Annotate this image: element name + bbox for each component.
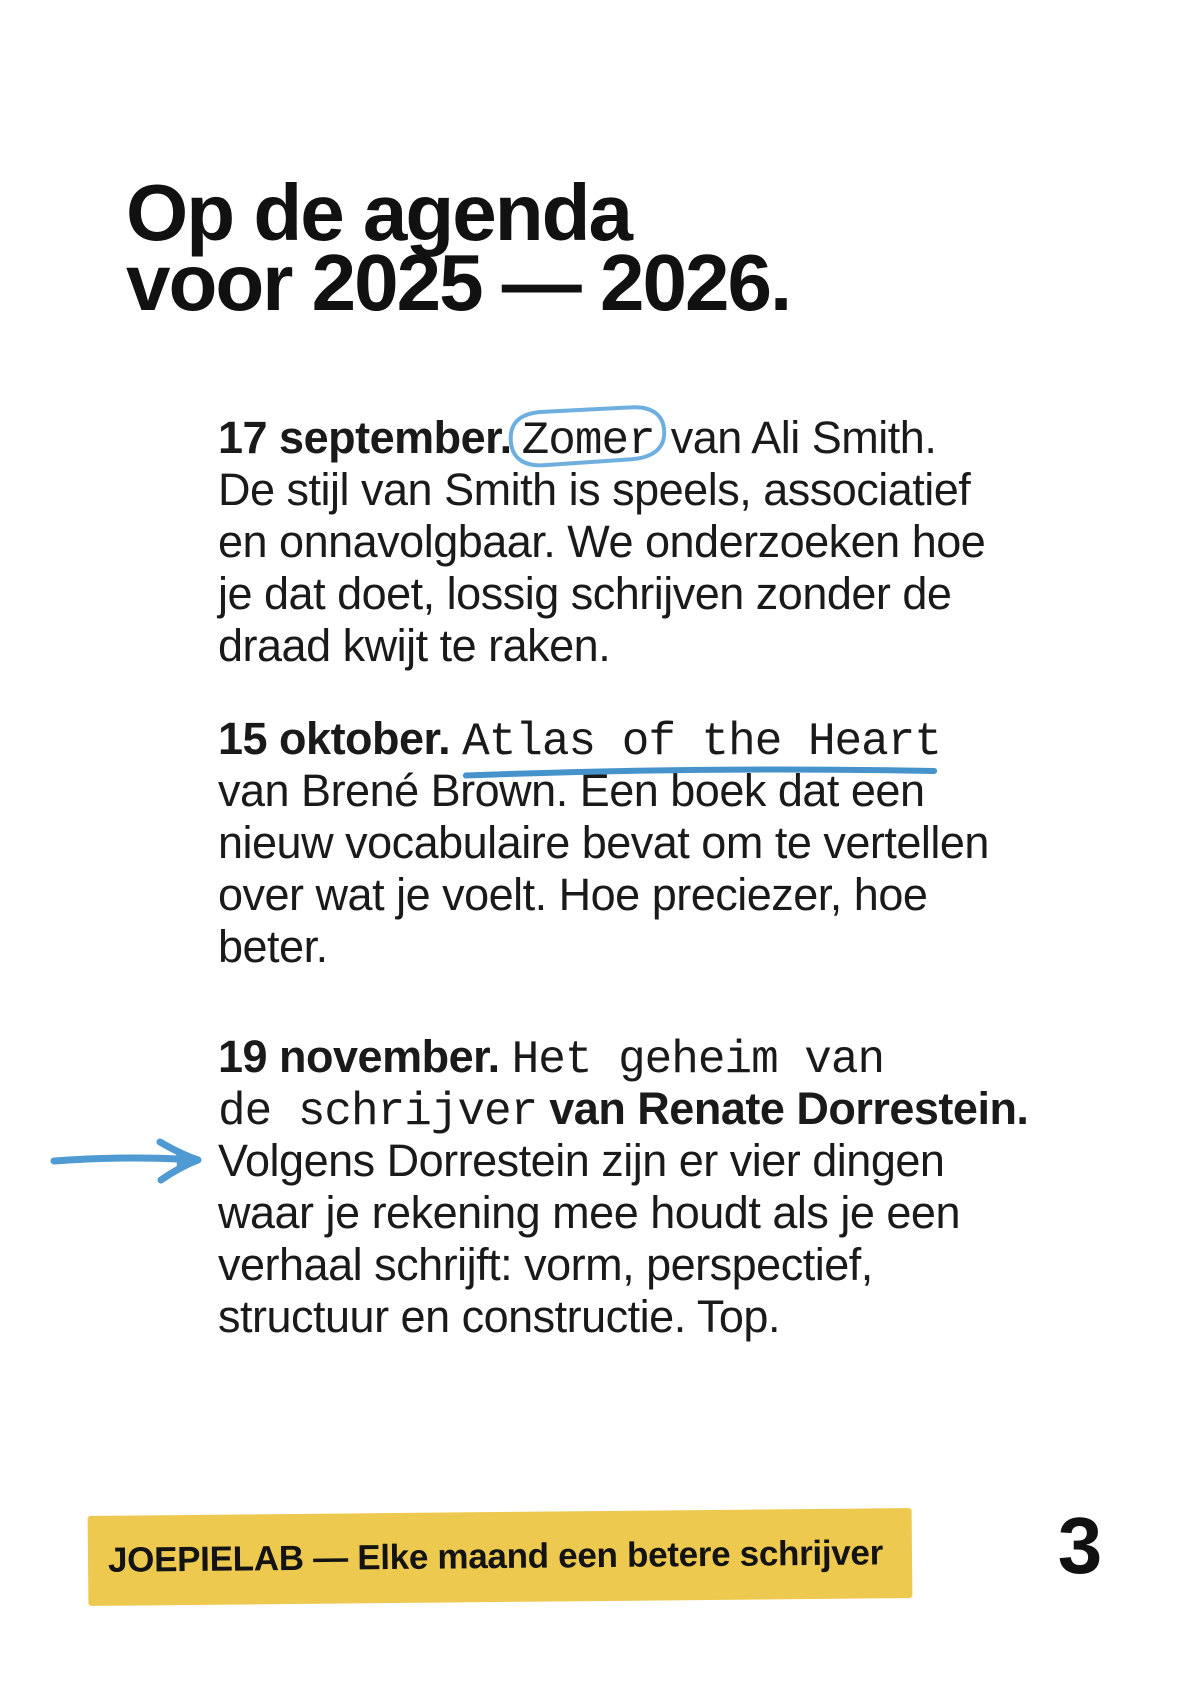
- agenda-text: en onnavolgbaar. We onderzoeken hoe: [218, 516, 986, 567]
- page-title-line-2: voor 2025 — 2026.: [126, 238, 791, 327]
- agenda-text: beter.: [218, 921, 328, 972]
- page-title-line-1: Op de agenda: [126, 168, 631, 257]
- page-title: [126, 168, 791, 327]
- book-title: Atlas of the Heart: [462, 716, 941, 768]
- footer-highlight-bar: [88, 1508, 913, 1606]
- agenda-line: [218, 1031, 1028, 1086]
- annotation-arrow-icon: [48, 1134, 210, 1186]
- book-title: Het geheim van: [511, 1034, 885, 1086]
- agenda-line: [218, 412, 985, 467]
- agenda-text: van Ali Smith.: [670, 412, 937, 463]
- event-date: 15 oktober.: [218, 713, 451, 764]
- agenda-item-oktober: [218, 713, 989, 973]
- event-date: 19 november.: [218, 1031, 500, 1082]
- agenda-text: nieuw vocabulaire bevat om te vertellen: [218, 817, 989, 868]
- agenda-text: je dat doet, lossig schrijven zonder de: [218, 568, 952, 619]
- agenda-text: Volgens Dorrestein zijn er vier dingen: [218, 1135, 945, 1186]
- agenda-text: draad kwijt te raken.: [218, 620, 611, 671]
- page-number: 3: [1057, 1501, 1103, 1590]
- agenda-text: waar je rekening mee houdt als je een: [218, 1187, 960, 1238]
- agenda-text: van Renate Dorrestein.: [549, 1083, 1029, 1134]
- book-title-circled: [521, 412, 655, 467]
- agenda-text: structuur en constructie. Top.: [218, 1291, 780, 1342]
- agenda-line: [218, 713, 989, 768]
- book-title: de schrijver: [218, 1086, 538, 1138]
- agenda-text: over wat je voelt. Hoe preciezer, hoe: [218, 869, 928, 920]
- agenda-line: [218, 1083, 1029, 1138]
- book-title-underlined: [462, 713, 941, 768]
- event-date: 17 september.: [218, 412, 512, 463]
- agenda-item-september: [218, 412, 985, 672]
- footer-text: JOEPIELAB — Elke maand een betere schrijver: [107, 1533, 884, 1580]
- agenda-text: De stijl van Smith is speels, associatief: [218, 464, 971, 515]
- book-title: Zomer: [521, 415, 655, 467]
- agenda-text: verhaal schrijft: vorm, perspectief,: [218, 1239, 873, 1290]
- agenda-text: van Brené Brown. Een boek dat een: [218, 765, 925, 816]
- agenda-item-november: [218, 1031, 1028, 1343]
